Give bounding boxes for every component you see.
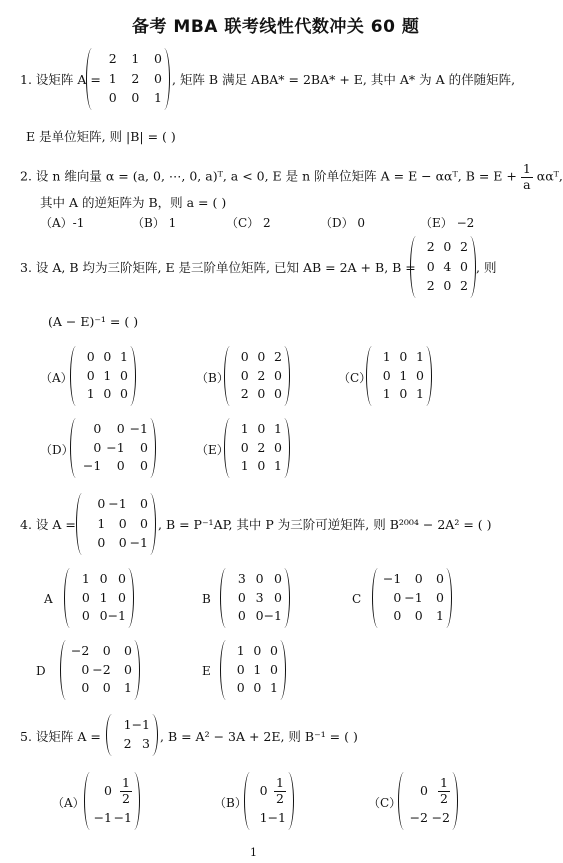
q3-suffix: , 则 <box>476 260 497 275</box>
q2-line1-end: ααᵀ, <box>536 168 563 184</box>
q4-option-a-label[interactable]: A <box>44 592 53 606</box>
right-paren <box>279 640 286 700</box>
q2-line2: 其中 A 的逆矩阵为 B，则 a = ( ) <box>40 195 227 210</box>
matrix-entry: 0 <box>270 643 278 659</box>
q3-option-c-matrix[interactable] <box>366 346 432 406</box>
matrix-entry: −1 <box>108 496 127 512</box>
matrix-entry: 1 <box>399 367 408 383</box>
matrix-grid <box>228 570 282 626</box>
matrix-entry: $\frac{1}{2}$ <box>440 775 448 806</box>
q3-option-e-matrix[interactable] <box>224 418 290 478</box>
left-paren <box>244 772 251 830</box>
q4-suffix: , B = P⁻¹AP, 其中 P 为三阶可逆矩阵, 则 B²⁰⁰⁴ − 2A² = ( ) <box>158 517 492 532</box>
q3-option-b-label[interactable]: （B） <box>196 371 229 385</box>
q3-matrix <box>410 236 476 298</box>
matrix-grid <box>418 238 468 296</box>
q5-option-a-matrix[interactable] <box>84 772 140 830</box>
matrix-entry: 0 <box>399 349 408 365</box>
q2-option-e[interactable]: （E） −2 <box>420 216 475 230</box>
matrix-entry: 0 <box>81 608 90 624</box>
matrix-entry: −1 <box>131 717 150 733</box>
matrix-entry: 1 <box>416 349 424 365</box>
q2-fraction <box>521 163 533 191</box>
matrix-entry: 0 <box>97 496 106 512</box>
matrix-entry: 0 <box>240 367 249 383</box>
matrix-entry: 0 <box>255 571 264 587</box>
matrix-entry: 0 <box>99 571 108 587</box>
matrix-grid <box>78 420 148 476</box>
matrix-entry: 1 <box>270 680 278 696</box>
matrix-entry: 0 <box>257 421 266 437</box>
q3-option-a-matrix[interactable] <box>70 346 136 406</box>
matrix-entry: −1 <box>404 589 423 605</box>
matrix-entry: 0 <box>140 496 148 512</box>
left-paren <box>84 772 91 830</box>
left-paren <box>60 640 67 700</box>
matrix-entry: 0 <box>154 70 162 86</box>
matrix-entry: 0 <box>257 349 266 365</box>
matrix-grid <box>228 642 278 698</box>
matrix-entry: 0 <box>120 386 128 402</box>
matrix-entry: 0 <box>259 783 268 799</box>
matrix-entry: 2 <box>460 278 468 294</box>
q4-option-d-matrix[interactable] <box>60 640 140 700</box>
matrix-entry: 1 <box>124 680 132 696</box>
matrix-entry: 2 <box>108 51 117 67</box>
right-paren <box>149 418 156 478</box>
matrix-entry: 0 <box>240 439 249 455</box>
matrix-entry: 1 <box>240 421 249 437</box>
matrix-grid <box>72 570 126 626</box>
matrix-grid <box>232 348 282 404</box>
matrix-entry: 0 <box>414 571 423 587</box>
q3-prefix: 3. 设 A, B 均为三阶矩阵, E 是三阶单位矩阵, 已知 AB = 2A + B, B = <box>20 260 416 275</box>
q1-suffix: , 矩阵 B 满足 ABA* = 2BA* + E, 其中 A* 为 A 的伴随矩阵, <box>172 72 516 87</box>
right-paren <box>287 772 294 830</box>
q5-prefix: 5. 设矩阵 A = <box>20 729 101 744</box>
matrix-entry: 0 <box>103 349 112 365</box>
matrix-entry: 1 <box>97 515 106 531</box>
matrix-entry: 3 <box>255 589 264 605</box>
q1-prefix: 1. 设矩阵 A = <box>20 72 101 87</box>
matrix-entry: 0 <box>131 90 140 106</box>
matrix-entry: 0 <box>274 439 282 455</box>
q2-option-b[interactable]: （B） 1 <box>132 216 177 230</box>
matrix-entry: 0 <box>93 439 102 455</box>
matrix-entry: 0 <box>443 239 452 255</box>
matrix-entry: 0 <box>237 608 246 624</box>
matrix-grid <box>252 774 286 828</box>
matrix-entry: 0 <box>118 589 126 605</box>
matrix-entry: 0 <box>99 608 108 624</box>
matrix-entry: 0 <box>118 535 127 551</box>
matrix-grid <box>374 348 424 404</box>
q2-frac-den: a <box>523 176 531 192</box>
q5-matrix <box>106 714 158 756</box>
matrix-entry: 0 <box>108 90 117 106</box>
matrix-entry: 0 <box>416 367 424 383</box>
matrix-entry: 0 <box>81 589 90 605</box>
q1-line2: E 是单位矩阵, 则 |B| = ( ) <box>26 129 176 144</box>
right-paren <box>163 48 170 110</box>
left-paren <box>70 346 77 406</box>
matrix-entry: 0 <box>382 367 391 383</box>
matrix-entry: 0 <box>103 386 112 402</box>
matrix-entry: 0 <box>274 589 282 605</box>
matrix-entry: 1 <box>120 349 128 365</box>
matrix-entry: 0 <box>270 661 278 677</box>
q2-frac-num: 1 <box>522 161 531 176</box>
q4-prefix: 4. 设 A = <box>20 517 76 532</box>
matrix-entry: 0 <box>140 439 148 455</box>
matrix-entry: 0 <box>97 535 106 551</box>
matrix-entry: 0 <box>253 643 262 659</box>
matrix-grid <box>92 774 132 828</box>
matrix-entry: 0 <box>154 51 162 67</box>
matrix-grid <box>84 495 148 553</box>
matrix-entry: 2 <box>257 439 266 455</box>
right-paren <box>283 346 290 406</box>
q4-option-d-label[interactable]: D <box>36 664 46 678</box>
matrix-entry: 0 <box>436 571 444 587</box>
matrix-entry: 0 <box>255 608 264 624</box>
matrix-entry: 0 <box>257 458 266 474</box>
matrix-entry: 0 <box>118 571 126 587</box>
matrix-entry: −1 <box>82 458 102 474</box>
matrix-entry: 0 <box>124 643 132 659</box>
left-paren <box>106 714 113 756</box>
page-title: 备考 MBA 联考线性代数冲关 60 题 <box>132 17 420 37</box>
matrix-entry: −1 <box>267 810 286 826</box>
matrix-entry: 3 <box>142 736 150 752</box>
matrix-entry: −2 <box>409 810 428 826</box>
q4-option-c-matrix[interactable] <box>372 568 452 628</box>
matrix-entry: −1 <box>113 810 132 826</box>
matrix-entry: 0 <box>257 386 266 402</box>
right-paren <box>283 568 290 628</box>
matrix-entry: −2 <box>92 661 111 677</box>
left-paren <box>366 346 373 406</box>
q5-option-c-matrix[interactable] <box>398 772 458 830</box>
matrix-entry: 1 <box>436 608 444 624</box>
matrix-entry: 0 <box>460 258 468 274</box>
matrix-entry: −1 <box>93 810 112 826</box>
matrix-entry: 3 <box>237 571 246 587</box>
right-paren <box>283 418 290 478</box>
matrix-grid <box>78 348 128 404</box>
left-paren <box>398 772 405 830</box>
matrix-entry: 2 <box>240 386 249 402</box>
q5-option-b-label[interactable]: （B） <box>214 796 247 810</box>
matrix-entry: −1 <box>382 571 402 587</box>
matrix-entry: 0 <box>443 278 452 294</box>
matrix-entry: 0 <box>399 386 408 402</box>
q1-matrix <box>86 48 170 110</box>
matrix-entry: 1 <box>416 386 424 402</box>
matrix-entry: 1 <box>274 421 282 437</box>
q3-option-d-matrix[interactable] <box>70 418 156 478</box>
matrix-entry: 0 <box>237 589 246 605</box>
matrix-entry: 1 <box>131 51 140 67</box>
matrix-entry: 0 <box>86 367 95 383</box>
matrix-entry: 1 <box>86 386 95 402</box>
right-paren <box>149 493 156 555</box>
q2-option-a[interactable]: （A）-1 <box>40 216 85 230</box>
matrix-entry: 1 <box>259 810 268 826</box>
matrix-entry: 0 <box>81 661 90 677</box>
matrix-entry: 2 <box>460 239 468 255</box>
matrix-entry: 0 <box>102 643 111 659</box>
matrix-entry: −2 <box>70 643 90 659</box>
matrix-entry: 1 <box>103 367 112 383</box>
q3-line2: (A − E)⁻¹ = ( ) <box>48 314 139 329</box>
right-paren <box>151 714 158 756</box>
matrix-entry: 1 <box>108 70 117 86</box>
matrix-entry: 2 <box>426 278 435 294</box>
q5-suffix: , B = A² − 3A + 2E, 则 B⁻¹ = ( ) <box>160 729 358 744</box>
left-paren <box>224 418 231 478</box>
matrix-entry: 0 <box>120 367 128 383</box>
matrix-grid <box>114 716 150 754</box>
right-paren <box>129 346 136 406</box>
matrix-entry: 0 <box>253 680 262 696</box>
q3-option-a-label[interactable]: （A） <box>40 371 73 385</box>
matrix-entry: 0 <box>240 349 249 365</box>
matrix-entry: 1 <box>274 458 282 474</box>
matrix-entry: 2 <box>426 239 435 255</box>
matrix-entry: 0 <box>274 571 282 587</box>
matrix-grid <box>68 642 132 698</box>
matrix-entry: 0 <box>104 783 112 799</box>
q2-option-c[interactable]: （C） 2 <box>226 216 271 230</box>
matrix-grid <box>380 570 444 626</box>
right-paren <box>445 568 452 628</box>
matrix-entry: 0 <box>86 349 95 365</box>
q3-option-e-label[interactable]: （E） <box>196 443 229 457</box>
matrix-entry: 1 <box>123 717 132 733</box>
matrix-entry: 1 <box>382 349 391 365</box>
matrix-entry: $\frac{1}{2}$ <box>122 775 130 806</box>
left-paren <box>220 640 227 700</box>
matrix-entry: 0 <box>118 515 127 531</box>
matrix-entry: 0 <box>436 589 444 605</box>
right-paren <box>425 346 432 406</box>
q3-option-c-label[interactable]: （C） <box>338 371 372 385</box>
matrix-entry: −1 <box>129 535 148 551</box>
left-paren <box>86 48 93 110</box>
q5-option-b-matrix[interactable] <box>244 772 294 830</box>
matrix-entry: 4 <box>443 258 452 274</box>
matrix-entry: 2 <box>274 349 282 365</box>
matrix-entry: 0 <box>236 680 245 696</box>
q4-matrix <box>76 493 156 555</box>
matrix-entry: 0 <box>81 680 90 696</box>
matrix-entry: 1 <box>253 661 262 677</box>
matrix-entry: 0 <box>93 421 102 437</box>
matrix-entry: 0 <box>140 458 148 474</box>
matrix-entry: 0 <box>140 515 148 531</box>
right-paren <box>469 236 476 298</box>
matrix-entry: 0 <box>274 386 282 402</box>
q4-option-a-matrix[interactable] <box>64 568 134 628</box>
matrix-entry: −1 <box>107 608 126 624</box>
q4-option-c-label[interactable]: C <box>352 592 362 606</box>
matrix-entry: 0 <box>420 783 428 799</box>
left-paren <box>76 493 83 555</box>
matrix-entry: 1 <box>240 458 249 474</box>
matrix-entry: 0 <box>426 258 435 274</box>
matrix-grid <box>232 420 282 476</box>
right-paren <box>127 568 134 628</box>
left-paren <box>70 418 77 478</box>
matrix-entry: 0 <box>116 421 125 437</box>
matrix-entry: $\frac{1}{2}$ <box>276 775 284 806</box>
left-paren <box>64 568 71 628</box>
right-paren <box>133 772 140 830</box>
q4-option-b-label[interactable]: B <box>202 592 211 606</box>
q2-line1-text: 2. 设 n 维向量 α = (a, 0, ⋯, 0, a)ᵀ, a < 0, E 是 n 阶单位矩阵 A = E − ααᵀ, B = E + <box>20 168 517 184</box>
matrix-entry: −1 <box>129 421 148 437</box>
matrix-entry: −1 <box>263 608 282 624</box>
q5-option-a-label[interactable]: （A） <box>52 796 85 810</box>
matrix-entry: 0 <box>116 458 125 474</box>
matrix-entry: 1 <box>81 571 90 587</box>
left-paren <box>224 346 231 406</box>
matrix-entry: 0 <box>274 367 282 383</box>
matrix-entry: 1 <box>154 90 162 106</box>
matrix-entry: 1 <box>99 589 108 605</box>
matrix-entry: 1 <box>236 643 245 659</box>
matrix-entry: 0 <box>236 661 245 677</box>
matrix-entry: 1 <box>382 386 391 402</box>
page-number: 1 <box>250 846 257 859</box>
matrix-entry: 0 <box>393 589 402 605</box>
q4-option-e-matrix[interactable] <box>220 640 286 700</box>
q3-option-d-label[interactable]: （D） <box>40 443 74 457</box>
matrix-entry: 2 <box>123 736 132 752</box>
left-paren <box>410 236 417 298</box>
matrix-entry: 2 <box>131 70 140 86</box>
matrix-entry: −2 <box>431 810 450 826</box>
matrix-entry: −1 <box>106 439 125 455</box>
matrix-entry: 0 <box>393 608 402 624</box>
right-paren <box>451 772 458 830</box>
q5-option-c-label[interactable]: （C） <box>368 796 402 810</box>
matrix-grid <box>406 774 450 828</box>
matrix-entry: 0 <box>124 661 132 677</box>
matrix-grid <box>94 50 162 108</box>
left-paren <box>372 568 379 628</box>
matrix-entry: 2 <box>257 367 266 383</box>
matrix-entry: 0 <box>414 608 423 624</box>
q3-option-b-matrix[interactable] <box>224 346 290 406</box>
right-paren <box>133 640 140 700</box>
q4-option-e-label[interactable]: E <box>202 664 211 678</box>
left-paren <box>220 568 227 628</box>
q4-option-b-matrix[interactable] <box>220 568 290 628</box>
q2-option-d[interactable]: （D） 0 <box>320 216 366 230</box>
matrix-entry: 0 <box>102 680 111 696</box>
q2-line1 <box>20 163 563 191</box>
